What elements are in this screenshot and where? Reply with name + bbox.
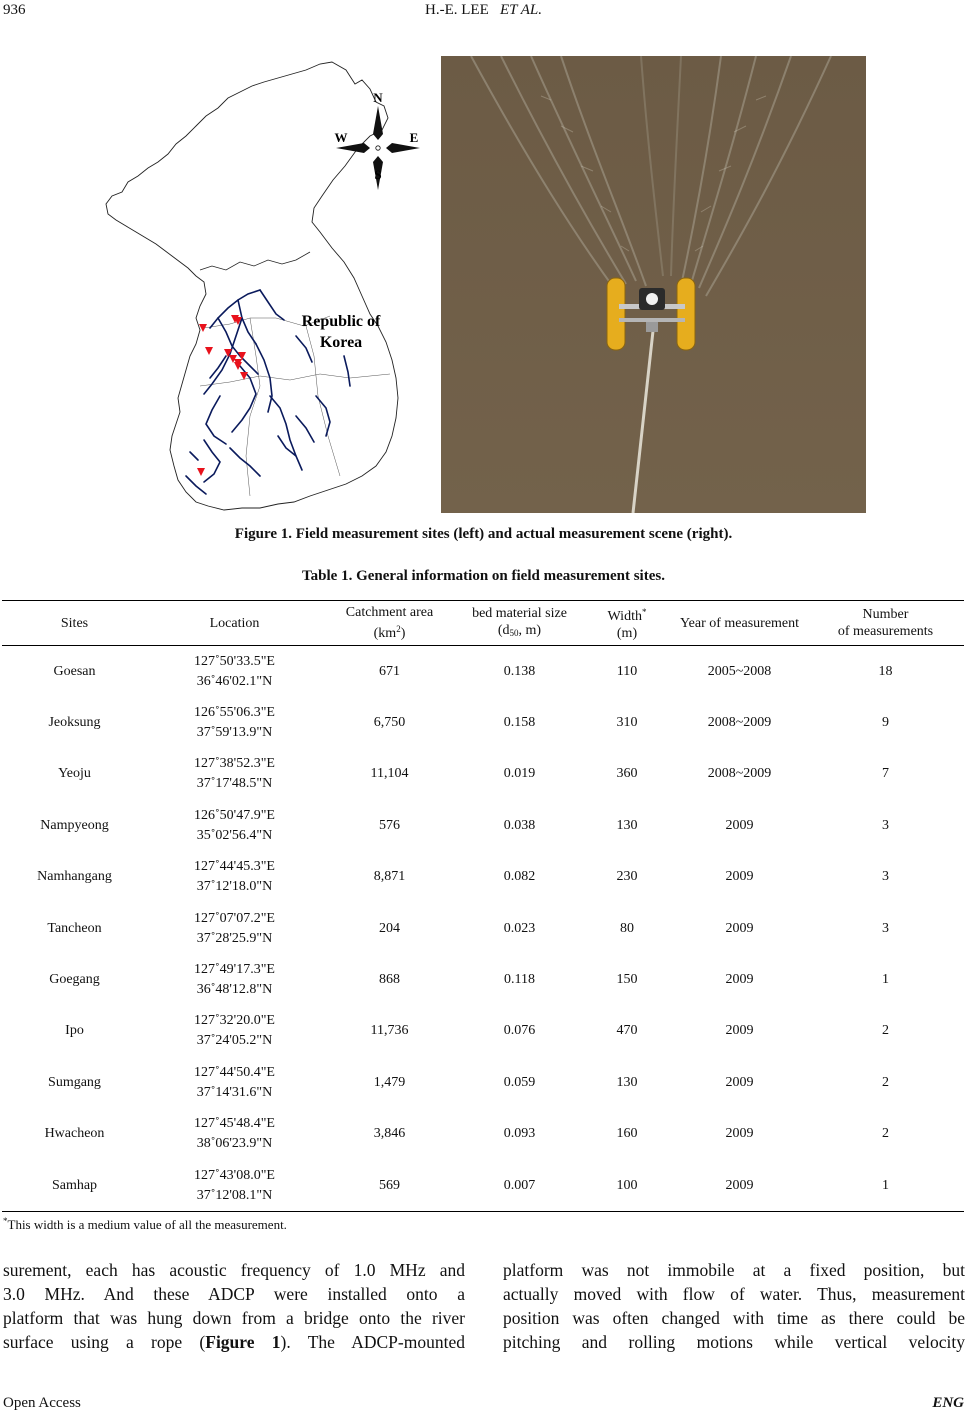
table-footnote: *This width is a medium value of all the measurement.	[3, 1216, 287, 1232]
measurement-scene-photo	[441, 56, 866, 513]
page-number: 936	[3, 2, 26, 18]
count-cell: 18	[878, 663, 893, 679]
header-number: Number of measurements	[807, 601, 964, 646]
header-catchment: Catchment area $(km^2)$	[322, 601, 457, 646]
width-cell: 160	[616, 1126, 638, 1142]
width-cell: 310	[616, 715, 638, 731]
site-cell: Samhap	[2, 1160, 147, 1212]
table-row	[2, 749, 964, 800]
catchment-cell: 204	[379, 920, 400, 936]
bed-material-cell: 0.059	[503, 1074, 536, 1090]
year-cell: 2009	[725, 1023, 754, 1039]
table-row	[2, 852, 964, 903]
body-line: platform that was hung down from a bridge onto the river	[3, 1308, 465, 1328]
count-cell: 3	[882, 920, 889, 936]
body-line: surface using a rope (Figure 1). The ADCP-mounted	[3, 1332, 465, 1352]
compass-w: W	[334, 130, 348, 145]
region-label-line1: Republic of	[301, 313, 381, 330]
sites-table	[2, 600, 964, 1212]
year-cell: 2009	[725, 1126, 754, 1142]
location-cell: 126˚50'47.9"E 35˚02'56.4"N	[194, 807, 275, 843]
catchment-cell: 868	[379, 972, 400, 988]
bed-material-cell: 0.019	[503, 766, 536, 782]
site-cell: Hwacheon	[44, 1126, 105, 1142]
site-cell: Yeoju	[58, 766, 91, 782]
count-cell: 2	[882, 1074, 889, 1090]
catchment-cell: 6,750	[373, 715, 406, 731]
count-cell: 2	[882, 1126, 889, 1142]
year-cell: 2009	[725, 920, 754, 936]
catchment-cell: 3,846	[373, 1126, 406, 1142]
bed-material-cell: 0.007	[457, 1160, 582, 1212]
water-surface	[441, 56, 866, 513]
width-cell: 130	[616, 1074, 638, 1090]
site-cell: Tancheon	[47, 920, 102, 936]
running-head-author: H.-E. LEE	[425, 2, 489, 18]
footer-open-access: Open Access	[3, 1395, 81, 1411]
catchment-cell: 8,871	[373, 869, 406, 885]
catchment-cell: 569	[322, 1160, 457, 1212]
figure-caption: Figure 1. Field measurement sites (left) and actual measurement scene (right).	[234, 526, 733, 542]
catchment-cell: 11,736	[370, 1023, 409, 1039]
count-cell: 3	[882, 817, 889, 833]
location-cell: 127˚44'50.4"E 37˚14'31.6"N	[194, 1064, 275, 1100]
location-cell: 127˚32'20.0"E 37˚24'05.2"N	[194, 1013, 275, 1049]
count-cell: 1	[882, 972, 889, 988]
header-location: Location	[147, 601, 322, 646]
year-cell: 2009	[725, 817, 754, 833]
site-cell: Sumgang	[48, 1074, 101, 1090]
table-row	[2, 646, 964, 698]
location-cell: 127˚38'52.3"E 37˚17'48.5"N	[194, 756, 275, 792]
bed-material-cell: 0.038	[503, 817, 536, 833]
bed-material-cell: 0.118	[504, 972, 535, 988]
width-cell: 130	[616, 817, 638, 833]
width-cell: 150	[616, 972, 638, 988]
site-cell: Nampyeong	[40, 817, 109, 833]
catchment-cell: 11,104	[370, 766, 409, 782]
location-cell: 127˚45'48.4"E 38˚06'23.9"N	[194, 1116, 275, 1152]
bed-material-cell: 0.093	[503, 1126, 536, 1142]
location-cell: 126˚55'06.3"E 37˚59'13.9"N	[194, 705, 275, 741]
table-row	[2, 1057, 964, 1108]
header-year: Year of measurement	[672, 601, 807, 646]
body-line: 3.0 MHz. And these ADCP were installed onto a	[3, 1284, 465, 1304]
count-cell: 1	[807, 1160, 964, 1212]
year-cell: 2009	[725, 972, 754, 988]
compass-n: N	[373, 90, 383, 105]
running-head-etal: ET AL.	[500, 2, 542, 18]
peninsula-outline	[106, 62, 398, 510]
width-cell: 80	[620, 920, 634, 936]
year-cell: 2009	[725, 869, 754, 885]
region-label-line2: Korea	[319, 334, 363, 351]
year-cell: 2009	[725, 1074, 754, 1090]
bed-material-cell: 0.023	[503, 920, 536, 936]
catchment-cell: 1,479	[373, 1074, 406, 1090]
running-head	[0, 2, 967, 19]
location-cell: 127˚44'45.3"E 37˚12'18.0"N	[194, 859, 275, 895]
year-cell: 2009	[672, 1160, 807, 1212]
site-cell: Goegang	[49, 972, 100, 988]
width-cell: 360	[616, 766, 638, 782]
count-cell: 7	[882, 766, 889, 782]
count-cell: 2	[882, 1023, 889, 1039]
table-row	[2, 800, 964, 851]
header-sites: Sites	[2, 601, 147, 646]
korea-map-figure	[100, 56, 430, 516]
table-row	[2, 697, 964, 748]
table-header-row	[2, 601, 964, 646]
location-cell: 127˚43'08.0"E 37˚12'08.1"N	[147, 1160, 322, 1212]
width-cell: 230	[616, 869, 638, 885]
site-cell: Ipo	[65, 1023, 84, 1039]
body-line: pitching and rolling motions while vertical velocity	[503, 1332, 965, 1352]
body-line: platform was not immobile at a fixed position, but	[503, 1260, 965, 1280]
bed-material-cell: 0.082	[503, 869, 536, 885]
table-caption: Table 1. General information on field measurement sites.	[302, 568, 665, 584]
site-cell: Goesan	[53, 663, 96, 679]
year-cell: 2008~2009	[707, 766, 772, 782]
catchment-cell: 576	[379, 817, 400, 833]
table-row	[2, 1006, 964, 1057]
footer-journal: ENG	[932, 1395, 964, 1411]
body-column-right	[503, 1258, 965, 1354]
location-cell: 127˚49'17.3"E 36˚48'12.8"N	[194, 962, 275, 998]
count-cell: 9	[882, 715, 889, 731]
bed-material-cell: 0.138	[503, 663, 536, 679]
location-cell: 127˚50'33.5"E 36˚46'02.1"N	[194, 653, 275, 689]
year-cell: 2005~2008	[707, 663, 772, 679]
catchment-cell: 671	[379, 663, 400, 679]
body-column-left	[3, 1258, 465, 1354]
width-cell: 100	[582, 1160, 672, 1212]
body-line: actually moved with flow of water. Thus, measurement	[503, 1284, 965, 1304]
site-cell: Namhangang	[37, 869, 112, 885]
count-cell: 3	[882, 869, 889, 885]
figure-reference[interactable]: Figure 1	[205, 1332, 281, 1352]
body-line: surement, each has acoustic frequency of 1.0 MHz and	[3, 1260, 465, 1280]
bed-material-cell: 0.076	[503, 1023, 536, 1039]
table-row	[2, 1109, 964, 1160]
table-row	[2, 954, 964, 1005]
compass-s: S	[374, 167, 382, 182]
header-width: Width* (m)	[582, 601, 672, 646]
body-line: position was often changed with time as there could be	[503, 1308, 965, 1328]
compass-e: E	[409, 130, 419, 145]
table-row	[2, 903, 964, 954]
year-cell: 2008~2009	[707, 715, 772, 731]
location-cell: 127˚07'07.2"E 37˚28'25.9"N	[194, 910, 275, 946]
width-cell: 110	[616, 663, 638, 679]
bed-material-cell: 0.158	[503, 715, 536, 731]
width-cell: 470	[616, 1023, 638, 1039]
table-row	[2, 1160, 964, 1212]
header-bed-material: bed material size ($d_{50}$, m)	[457, 601, 582, 646]
site-cell: Jeoksung	[48, 715, 101, 731]
